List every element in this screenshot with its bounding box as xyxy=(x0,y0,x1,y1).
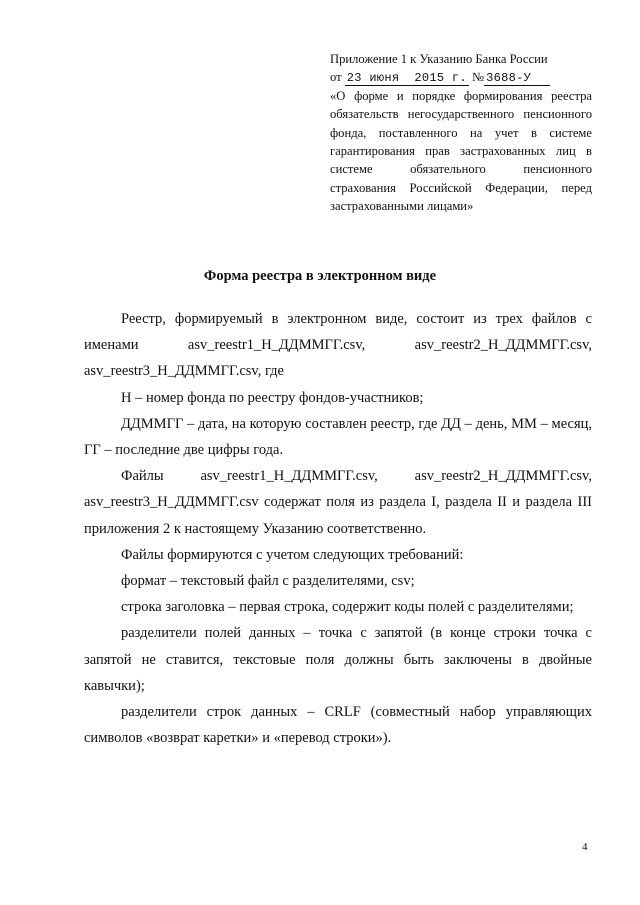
paragraph-format: формат – текстовый файл с разделителями, csv; xyxy=(121,573,415,590)
header-date-year: 2015 г. xyxy=(414,71,467,86)
header-date-day: 23 xyxy=(346,71,362,86)
header-title-line-7: застрахованными лицами» xyxy=(330,199,474,214)
paragraph-registry-files: Реестр, формируемый в электронном виде, состоит из трех файлов с именами asv_reestr1_Н_ДДММГГ.csv, asv_reestr2_Н_ДДММГГ.csv, asv_reestr3_Н_ДДММГГ.csv, где xyxy=(84,311,592,380)
header-title-line-2: обязательств негосударственного пенсионного xyxy=(330,107,592,122)
header-number-prefix: № xyxy=(472,70,485,85)
header-line-appendix: Приложение 1 к Указанию Банка России xyxy=(330,52,548,66)
document-title: Форма реестра в электронном виде xyxy=(203,268,437,284)
header-from-prefix: от xyxy=(330,70,342,85)
header-title-line-6: страхования Российской Федерации, перед xyxy=(330,180,592,195)
header-number: 3688-У xyxy=(484,71,550,86)
header-date-month: июня xyxy=(369,71,400,86)
page-number: 4 xyxy=(582,841,588,853)
header-title-line-3: фонда, поставленного на учет в системе xyxy=(330,125,592,140)
header-title-line-5: системе обязательного пенсионного xyxy=(330,162,592,177)
header-line-date-number xyxy=(330,68,592,86)
paragraph-files-contents: Файлы asv_reestr1_Н_ДДММГГ.csv, asv_reestr2_Н_ДДММГГ.csv, asv_reestr3_Н_ДДММГГ.csv содержат поля из раздела I, раздела II и раздела III приложения 2 к настоящему Указанию соответственно. xyxy=(84,468,592,537)
header-date xyxy=(345,71,469,86)
header-title-line-4: гарантирования прав застрахованных лиц в xyxy=(330,144,592,159)
paragraph-date-format: ДДММГГ – дата, на которую составлен реестр, где ДД – день, ММ – месяц, ГГ – последние две цифры года. xyxy=(84,415,592,459)
paragraph-field-separators: разделители полей данных – точка с запятой (в конце строки точка с запятой не ставится, текстовые поля должны быть заключены в двойные кавычки); xyxy=(84,625,592,694)
header-title-line-1: «О форме и порядке формирования реестра xyxy=(330,88,592,103)
paragraph-requirements-intro: Файлы формируются с учетом следующих требований: xyxy=(121,546,464,563)
document-header xyxy=(330,50,592,216)
paragraph-row-separators: разделители строк данных – CRLF (совместный набор управляющих символов «возврат каретки» и «перевод строки»). xyxy=(84,704,592,747)
paragraph-fund-number: Н – номер фонда по реестру фондов-участников; xyxy=(121,389,424,406)
paragraph-header-row: строка заголовка – первая строка, содержит коды полей с разделителями; xyxy=(121,599,574,616)
document-body xyxy=(84,306,592,751)
